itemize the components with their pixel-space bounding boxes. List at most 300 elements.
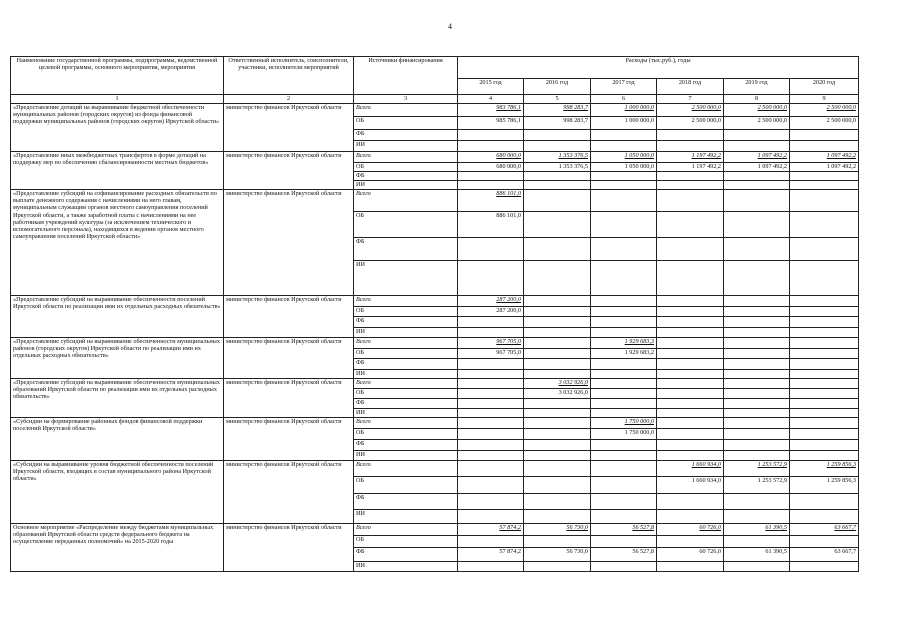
- program-name-cell: «Предоставление иных межбюджетных трансфертов в форме дотаций на поддержку мер по обеспечению сбалансированности местных бюджетов»: [11, 152, 224, 190]
- value-cell: [724, 328, 790, 338]
- source-cell: ФБ: [354, 440, 458, 451]
- value-cell: [591, 190, 657, 212]
- value-cell: [790, 370, 859, 379]
- source-cell: ФБ: [354, 548, 458, 562]
- value-cell: 886 101,0: [458, 212, 524, 238]
- table-row: [11, 104, 859, 117]
- value-cell: 967 705,0: [458, 349, 524, 359]
- value-cell: [790, 399, 859, 409]
- value-cell: 1 929 683,2: [591, 349, 657, 359]
- value-cell: [790, 440, 859, 451]
- value-cell: 57 874,2: [458, 548, 524, 562]
- executor-cell: министерство финансов Иркутской области: [224, 190, 354, 296]
- value-cell: 1 750 000,0: [591, 418, 657, 429]
- executor-cell: министерство финансов Иркутской области: [224, 418, 354, 461]
- program-name-cell: «Предоставление субсидий на выравнивание обеспеченности поселений Иркутской области по реализации ими их отдельных расходных обязательств»: [11, 296, 224, 338]
- value-cell: 998 283,7: [524, 104, 591, 117]
- value-cell: [724, 536, 790, 548]
- value-cell: [458, 510, 524, 524]
- budget-table: [10, 56, 859, 572]
- value-cell: 1 929 683,3: [591, 338, 657, 349]
- source-cell: ФБ: [354, 238, 458, 261]
- value-cell: [657, 429, 724, 440]
- value-cell: [591, 440, 657, 451]
- value-cell: [657, 130, 724, 141]
- executor-cell: министерство финансов Иркутской области: [224, 524, 354, 572]
- value-cell: [724, 317, 790, 328]
- value-cell: 1 000 000,0: [591, 104, 657, 117]
- value-cell: [790, 130, 859, 141]
- value-cell: [591, 172, 657, 181]
- value-cell: [458, 359, 524, 370]
- value-cell: [591, 296, 657, 307]
- value-cell: [458, 461, 524, 477]
- value-cell: [591, 317, 657, 328]
- value-cell: 1 097 492,2: [724, 152, 790, 163]
- value-cell: 1 253 572,9: [724, 477, 790, 494]
- executor-cell: министерство финансов Иркутской области: [224, 296, 354, 338]
- value-cell: 998 283,7: [524, 117, 591, 130]
- value-cell: [458, 477, 524, 494]
- value-cell: [724, 389, 790, 399]
- value-cell: [657, 379, 724, 389]
- table-row: [11, 152, 859, 163]
- value-cell: 1 253 572,9: [724, 461, 790, 477]
- source-cell: ИИ: [354, 562, 458, 572]
- value-cell: [524, 510, 591, 524]
- value-cell: 1 259 856,3: [790, 477, 859, 494]
- source-cell: ИИ: [354, 370, 458, 379]
- source-cell: ИИ: [354, 181, 458, 190]
- value-cell: [524, 440, 591, 451]
- value-cell: [657, 172, 724, 181]
- table-row: [11, 338, 859, 349]
- source-cell: Всего: [354, 152, 458, 163]
- value-cell: 2 500 000,0: [657, 104, 724, 117]
- column-number: 7: [657, 95, 724, 104]
- value-cell: [657, 536, 724, 548]
- table-row: [11, 524, 859, 536]
- value-cell: 1 660 934,0: [657, 461, 724, 477]
- value-cell: 3 032 926,0: [524, 389, 591, 399]
- value-cell: 1 353 376,5: [524, 152, 591, 163]
- value-cell: [591, 212, 657, 238]
- value-cell: [458, 418, 524, 429]
- value-cell: [591, 399, 657, 409]
- value-cell: 680 000,0: [458, 152, 524, 163]
- value-cell: [790, 562, 859, 572]
- table-row: [11, 296, 859, 307]
- value-cell: 1 259 856,3: [790, 461, 859, 477]
- table-row: [11, 379, 859, 389]
- value-cell: 56 527,8: [591, 548, 657, 562]
- value-cell: [591, 536, 657, 548]
- value-cell: [790, 338, 859, 349]
- value-cell: [524, 130, 591, 141]
- executor-cell: министерство финансов Иркутской области: [224, 379, 354, 418]
- source-cell: ОБ: [354, 117, 458, 130]
- value-cell: [790, 261, 859, 296]
- value-cell: [657, 307, 724, 317]
- header-executor: Ответственный исполнитель, соисполнители, участники, исполнители мероприятий: [224, 57, 354, 95]
- value-cell: [591, 307, 657, 317]
- value-cell: [458, 238, 524, 261]
- value-cell: [790, 238, 859, 261]
- value-cell: 60 726,0: [657, 524, 724, 536]
- page-number: 4: [448, 22, 452, 31]
- value-cell: [524, 536, 591, 548]
- value-cell: [458, 429, 524, 440]
- table-row: [11, 418, 859, 429]
- value-cell: [790, 307, 859, 317]
- value-cell: [458, 370, 524, 379]
- value-cell: [458, 409, 524, 418]
- value-cell: [458, 494, 524, 510]
- source-cell: ФБ: [354, 494, 458, 510]
- header-year: 2015 год: [458, 79, 524, 95]
- column-number: 6: [591, 95, 657, 104]
- value-cell: [724, 307, 790, 317]
- value-cell: 3 032 926,0: [524, 379, 591, 389]
- value-cell: [724, 141, 790, 152]
- value-cell: [724, 379, 790, 389]
- source-cell: ОБ: [354, 212, 458, 238]
- value-cell: [657, 562, 724, 572]
- value-cell: [724, 181, 790, 190]
- value-cell: [790, 190, 859, 212]
- source-cell: ОБ: [354, 389, 458, 399]
- executor-cell: министерство финансов Иркутской области: [224, 461, 354, 524]
- column-number: 4: [458, 95, 524, 104]
- value-cell: [524, 370, 591, 379]
- source-cell: Всего: [354, 296, 458, 307]
- source-cell: ОБ: [354, 349, 458, 359]
- value-cell: [591, 379, 657, 389]
- source-cell: ИИ: [354, 510, 458, 524]
- value-cell: [458, 536, 524, 548]
- value-cell: [657, 261, 724, 296]
- value-cell: [657, 190, 724, 212]
- source-cell: Всего: [354, 104, 458, 117]
- value-cell: [657, 418, 724, 429]
- value-cell: [790, 296, 859, 307]
- value-cell: [657, 389, 724, 399]
- value-cell: [524, 429, 591, 440]
- value-cell: [591, 389, 657, 399]
- source-cell: Всего: [354, 338, 458, 349]
- value-cell: [657, 212, 724, 238]
- value-cell: [591, 141, 657, 152]
- value-cell: [524, 359, 591, 370]
- value-cell: [724, 494, 790, 510]
- value-cell: [724, 296, 790, 307]
- value-cell: 985 786,1: [458, 117, 524, 130]
- value-cell: [524, 409, 591, 418]
- value-cell: [724, 349, 790, 359]
- column-number: 3: [354, 95, 458, 104]
- value-cell: [724, 130, 790, 141]
- program-name-cell: «Субсидии на выравнивание уровня бюджетной обеспеченности поселений Иркутской области, входящих в состав муниципального района Иркутской области»: [11, 461, 224, 524]
- column-number: 8: [724, 95, 790, 104]
- executor-cell: министерство финансов Иркутской области: [224, 104, 354, 152]
- value-cell: [657, 451, 724, 461]
- value-cell: 61 390,5: [724, 524, 790, 536]
- value-cell: [724, 338, 790, 349]
- value-cell: [790, 141, 859, 152]
- column-number: 5: [524, 95, 591, 104]
- value-cell: 967 705,0: [458, 338, 524, 349]
- source-cell: Всего: [354, 524, 458, 536]
- value-cell: [790, 451, 859, 461]
- table-row: [11, 190, 859, 212]
- value-cell: [657, 359, 724, 370]
- value-cell: [790, 429, 859, 440]
- source-cell: ФБ: [354, 130, 458, 141]
- value-cell: 1 660 934,0: [657, 477, 724, 494]
- value-cell: [524, 141, 591, 152]
- value-cell: 63 667,7: [790, 548, 859, 562]
- value-cell: [524, 418, 591, 429]
- value-cell: 1 197 492,2: [657, 152, 724, 163]
- value-cell: [591, 494, 657, 510]
- value-cell: [458, 317, 524, 328]
- value-cell: [790, 349, 859, 359]
- value-cell: 1 097 492,2: [724, 163, 790, 172]
- source-cell: ОБ: [354, 477, 458, 494]
- value-cell: [458, 389, 524, 399]
- value-cell: 2 500 000,0: [724, 104, 790, 117]
- value-cell: 287 200,0: [458, 307, 524, 317]
- value-cell: [657, 338, 724, 349]
- value-cell: [790, 536, 859, 548]
- value-cell: [724, 261, 790, 296]
- value-cell: [657, 494, 724, 510]
- source-cell: ФБ: [354, 172, 458, 181]
- value-cell: [458, 130, 524, 141]
- value-cell: 1 097 492,2: [790, 163, 859, 172]
- value-cell: [524, 328, 591, 338]
- value-cell: [524, 451, 591, 461]
- header-source: Источники финансирования: [354, 57, 458, 95]
- value-cell: [591, 477, 657, 494]
- value-cell: [657, 141, 724, 152]
- value-cell: [458, 172, 524, 181]
- value-cell: 2 500 000,0: [790, 117, 859, 130]
- value-cell: [524, 261, 591, 296]
- value-cell: 61 390,5: [724, 548, 790, 562]
- source-cell: ИИ: [354, 141, 458, 152]
- value-cell: [657, 399, 724, 409]
- value-cell: 1 353 376,5: [524, 163, 591, 172]
- header-year: 2017 год: [591, 79, 657, 95]
- value-cell: 1 197 492,2: [657, 163, 724, 172]
- value-cell: [591, 181, 657, 190]
- value-cell: 56 527,8: [591, 524, 657, 536]
- value-cell: 1 050 000,0: [591, 152, 657, 163]
- value-cell: [790, 181, 859, 190]
- value-cell: [657, 328, 724, 338]
- value-cell: [524, 317, 591, 328]
- value-cell: 56 730,0: [524, 524, 591, 536]
- value-cell: [458, 562, 524, 572]
- program-name-cell: «Предоставление субсидий на выравнивание обеспеченности муниципальных образований Иркутской области по реализации ими их отдельных расходных обязательств»: [11, 379, 224, 418]
- value-cell: [724, 562, 790, 572]
- header-year: 2020 год: [790, 79, 859, 95]
- value-cell: [591, 562, 657, 572]
- program-name-cell: «Предоставление субсидий на выравнивание обеспеченности муниципальных районов (городских округов) Иркутской области по реализации ими их отдельных расходных обязательств»: [11, 338, 224, 379]
- value-cell: [458, 181, 524, 190]
- value-cell: [591, 409, 657, 418]
- value-cell: [524, 296, 591, 307]
- table-row: [11, 461, 859, 477]
- executor-cell: министерство финансов Иркутской области: [224, 152, 354, 190]
- value-cell: [790, 379, 859, 389]
- value-cell: [458, 399, 524, 409]
- column-number: 1: [11, 95, 224, 104]
- source-cell: ИИ: [354, 409, 458, 418]
- value-cell: [790, 389, 859, 399]
- source-cell: ОБ: [354, 536, 458, 548]
- value-cell: [657, 440, 724, 451]
- value-cell: [524, 190, 591, 212]
- value-cell: [591, 238, 657, 261]
- value-cell: [657, 510, 724, 524]
- value-cell: [724, 359, 790, 370]
- program-name-cell: «Предоставление субсидий на софинансирование расходных обязательств по выплате денежного содержания с начислениями на него главам, муниципальным служащим органов местного самоуправления поселений Иркутской области, а также заработной платы с начислениями на нее работникам учреждений культуры (за исключением технического и вспомогательного персонала), находящихся в ведении органов местного самоуправления поселений Иркутской области»: [11, 190, 224, 296]
- value-cell: [524, 562, 591, 572]
- header-program: Наименование государственной программы, подпрограммы, ведомственной целевой программы, основного мероприятия, мероприятия: [11, 57, 224, 95]
- value-cell: [524, 181, 591, 190]
- value-cell: 1 097 492,2: [790, 152, 859, 163]
- value-cell: [724, 510, 790, 524]
- value-cell: [591, 451, 657, 461]
- source-cell: ФБ: [354, 317, 458, 328]
- value-cell: [657, 370, 724, 379]
- value-cell: 56 730,0: [524, 548, 591, 562]
- source-cell: Всего: [354, 190, 458, 212]
- source-cell: Всего: [354, 418, 458, 429]
- value-cell: [591, 328, 657, 338]
- value-cell: [657, 181, 724, 190]
- source-cell: Всего: [354, 379, 458, 389]
- value-cell: [591, 130, 657, 141]
- value-cell: [790, 212, 859, 238]
- value-cell: [591, 461, 657, 477]
- value-cell: 1 000 000,0: [591, 117, 657, 130]
- source-cell: ОБ: [354, 163, 458, 172]
- column-number: 9: [790, 95, 859, 104]
- source-cell: ИИ: [354, 451, 458, 461]
- value-cell: [724, 440, 790, 451]
- value-cell: [524, 172, 591, 181]
- value-cell: [724, 399, 790, 409]
- value-cell: [524, 399, 591, 409]
- value-cell: [524, 338, 591, 349]
- value-cell: [458, 379, 524, 389]
- column-number: 2: [224, 95, 354, 104]
- value-cell: [657, 317, 724, 328]
- value-cell: [790, 418, 859, 429]
- value-cell: [458, 451, 524, 461]
- value-cell: [790, 494, 859, 510]
- value-cell: [458, 328, 524, 338]
- value-cell: [724, 429, 790, 440]
- value-cell: [724, 172, 790, 181]
- value-cell: 2 500 000,0: [790, 104, 859, 117]
- value-cell: [724, 212, 790, 238]
- value-cell: [657, 409, 724, 418]
- value-cell: [458, 440, 524, 451]
- value-cell: [657, 296, 724, 307]
- value-cell: 287 200,0: [458, 296, 524, 307]
- value-cell: [724, 418, 790, 429]
- value-cell: [724, 238, 790, 261]
- value-cell: 2 500 000,0: [724, 117, 790, 130]
- value-cell: 57 874,2: [458, 524, 524, 536]
- header-year: 2019 год: [724, 79, 790, 95]
- program-name-cell: «Субсидии на формирование районных фондов финансовой поддержки поселений Иркутской области»: [11, 418, 224, 461]
- value-cell: [790, 172, 859, 181]
- value-cell: [524, 494, 591, 510]
- value-cell: [524, 461, 591, 477]
- value-cell: [790, 510, 859, 524]
- value-cell: [724, 190, 790, 212]
- value-cell: 63 667,7: [790, 524, 859, 536]
- value-cell: [524, 477, 591, 494]
- value-cell: 60 726,0: [657, 548, 724, 562]
- table-body: [11, 104, 859, 572]
- program-name-cell: Основное мероприятие «Распределение между бюджетами муниципальных образований Иркутской области средств федерального бюджета на осуществление переданных полномочий» на 2015-2020 годы: [11, 524, 224, 572]
- value-cell: [591, 510, 657, 524]
- header-year: 2018 год: [657, 79, 724, 95]
- value-cell: [591, 261, 657, 296]
- source-cell: ИИ: [354, 261, 458, 296]
- value-cell: [790, 359, 859, 370]
- value-cell: [524, 307, 591, 317]
- header-year: 2016 год: [524, 79, 591, 95]
- value-cell: [790, 409, 859, 418]
- value-cell: [524, 212, 591, 238]
- value-cell: [790, 328, 859, 338]
- value-cell: 983 786,1: [458, 104, 524, 117]
- value-cell: [591, 359, 657, 370]
- value-cell: 680 000,0: [458, 163, 524, 172]
- value-cell: [524, 349, 591, 359]
- source-cell: Всего: [354, 461, 458, 477]
- value-cell: [657, 238, 724, 261]
- value-cell: [591, 370, 657, 379]
- value-cell: [724, 370, 790, 379]
- executor-cell: министерство финансов Иркутской области: [224, 338, 354, 379]
- value-cell: 886 101,0: [458, 190, 524, 212]
- value-cell: 1 050 000,0: [591, 163, 657, 172]
- source-cell: ФБ: [354, 359, 458, 370]
- value-cell: [458, 141, 524, 152]
- header-expenses: Расходы (тыс.руб.), годы: [458, 57, 859, 79]
- source-cell: ОБ: [354, 307, 458, 317]
- value-cell: [724, 409, 790, 418]
- value-cell: [657, 349, 724, 359]
- value-cell: [724, 451, 790, 461]
- value-cell: [790, 317, 859, 328]
- source-cell: ОБ: [354, 429, 458, 440]
- source-cell: ФБ: [354, 399, 458, 409]
- value-cell: [524, 238, 591, 261]
- value-cell: 2 500 000,0: [657, 117, 724, 130]
- value-cell: [458, 261, 524, 296]
- source-cell: ИИ: [354, 328, 458, 338]
- value-cell: 1 750 000,0: [591, 429, 657, 440]
